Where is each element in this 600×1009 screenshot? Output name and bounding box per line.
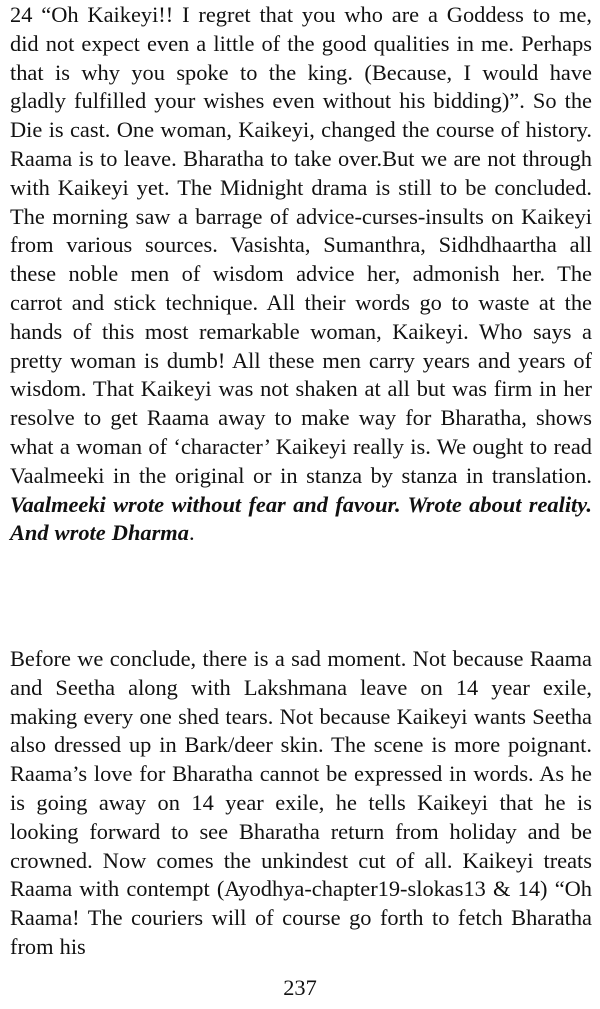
paragraph-2-text: Before we conclude, there is a sad moment. Not because Raama and Seetha along with Lakshmana leave on 14 year exile, making every one shed tears. Not because Kaikeyi wants Seetha also dressed up in Bark/deer skin. The scene is more poignant. Raama’s love for Bharatha cannot be expressed in words. As he is going away on 14 year exile, he tells Kaikeyi that he is looking forward to see Bharatha return from holiday and be crowned. Now comes the unkindest cut of all. Kaikeyi treats Raama with contempt (Ayodhya-chapter19-slokas13 & 14) “Oh Raama! The couriers will of course go forth to fetch Bharatha from his — [10, 646, 592, 959]
paragraph-1-end: . — [188, 520, 195, 546]
paragraph-1-emphasis: Vaalmeeki wrote without fear and favour. Wrote about reality. And wrote Dharma — [10, 491, 592, 546]
paragraph-2 — [10, 645, 592, 962]
paragraph-1-text: 24 “Oh Kaikeyi!! I regret that you who are a Goddess to me, did not expect even a little of the good qualities in me. Perhaps that is why you spoke to the king. (Because, I would have gladly fulfilled your wishes even without his bidding)”. So the Die is cast. One woman, Kaikeyi, changed the course of history. Raama is to leave. Bharatha to take over.But we are not through with Kaikeyi yet. The Midnight drama is still to be concluded. The morning saw a barrage of advice-curses-insults on Kaikeyi from various sources. Vasishta, Sumanthra, Sidhdhaartha all these noble men of wisdom advice her, admonish her. The carrot and stick technique. All their words go to waste at the hands of this most remarkable woman, Kaikeyi. Who says a pretty woman is dumb! All these men carry years and years of wisdom. That Kaikeyi was not shaken at all but was firm in her resolve to get Raama away to make way for Bharatha, shows what a woman of ‘character’ Kaikeyi really is. We ought to read Vaalmeeki in the original or in stanza by stanza in translation. — [10, 2, 592, 488]
page-number: 237 — [283, 975, 317, 1000]
paragraph-1 — [10, 1, 592, 548]
